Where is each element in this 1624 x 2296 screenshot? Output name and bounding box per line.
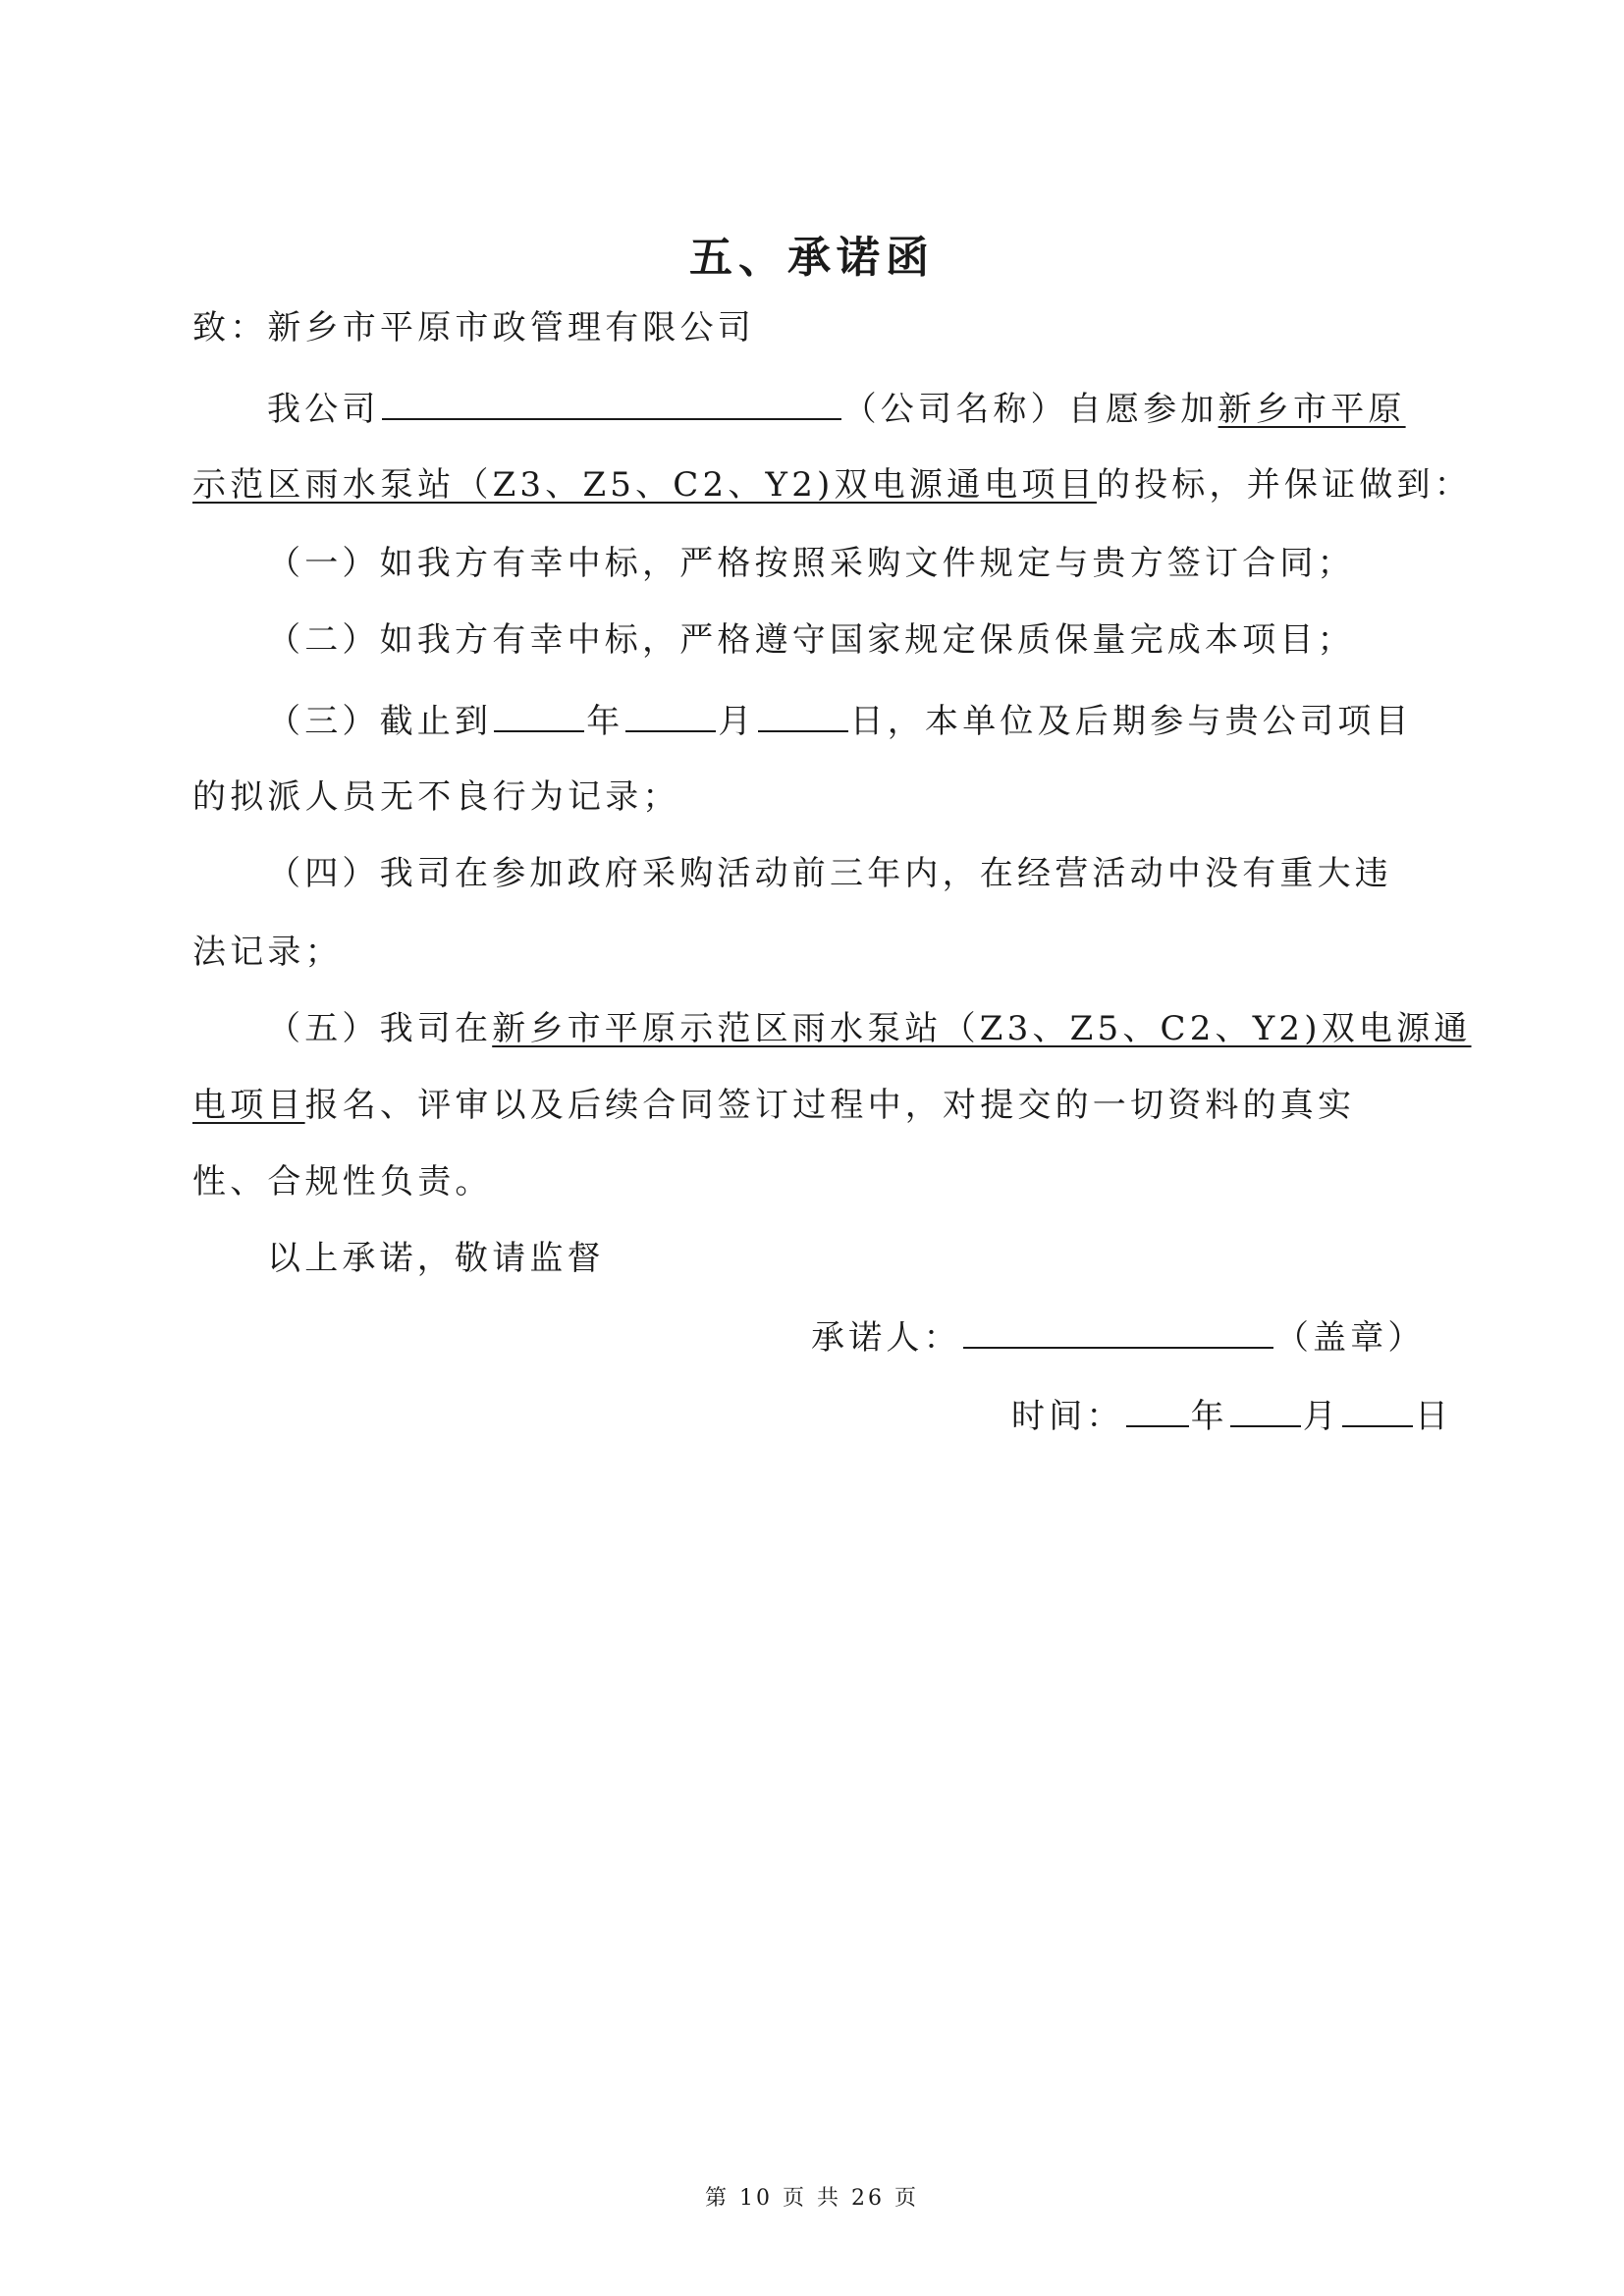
item5-project-part1: 新乡市平原示范区雨水泵站（Z3、Z5、C2、Y2)双电源通 xyxy=(492,1009,1472,1048)
signatory-label: 承诺人： xyxy=(811,1318,961,1358)
date-day-field[interactable] xyxy=(1342,1392,1413,1427)
signature-line xyxy=(811,1313,1426,1360)
addressee: 致：新乡市平原市政管理有限公司 xyxy=(192,308,755,347)
closing-text: 以上承诺，敬请监督 xyxy=(267,1239,605,1278)
date-month-field[interactable] xyxy=(1230,1392,1301,1427)
item3-day-label: 日，本单位及后期参与贵公司项目 xyxy=(849,702,1413,741)
signatory-field[interactable] xyxy=(963,1313,1273,1349)
item-3 xyxy=(267,697,1413,743)
date-line xyxy=(1011,1392,1452,1438)
date-year-field[interactable] xyxy=(1126,1392,1189,1427)
date-year-label: 年 xyxy=(1190,1397,1228,1436)
company-note: （公司名称）自愿参加 xyxy=(842,390,1218,429)
item-5-line-2 xyxy=(192,1084,1355,1127)
item-5-line-3: 性、合规性负责。 xyxy=(192,1162,493,1201)
project-name-part1: 新乡市平原 xyxy=(1218,390,1406,429)
item5-project-part2: 电项目 xyxy=(192,1086,305,1125)
item3-month-label: 月 xyxy=(718,702,756,741)
page-footer: 第 10 页 共 26 页 xyxy=(705,2186,919,2211)
item3-year-label: 年 xyxy=(586,702,624,741)
intro-suffix: 的投标，并保证做到： xyxy=(1096,465,1472,505)
date-day-label: 日 xyxy=(1415,1397,1453,1436)
page-title: 五、承诺函 xyxy=(689,233,935,283)
intro-line-2 xyxy=(192,463,1472,507)
time-label: 时间： xyxy=(1011,1397,1124,1436)
item3-year-field[interactable] xyxy=(494,697,584,732)
item-2: （二）如我方有幸中标，严格遵守国家规定保质保量完成本项目； xyxy=(267,620,1355,660)
company-name-field[interactable] xyxy=(382,385,841,420)
item3-day-field[interactable] xyxy=(758,697,848,732)
item5-rest: 报名、评审以及后续合同签订过程中，对提交的一切资料的真实 xyxy=(304,1086,1356,1125)
project-name-part2: 示范区雨水泵站（Z3、Z5、C2、Y2)双电源通电项目 xyxy=(192,465,1097,505)
item-4-line-1: （四）我司在参加政府采购活动前三年内，在经营活动中没有重大违 xyxy=(267,854,1392,893)
item-3-continued: 的拟派人员无不良行为记录； xyxy=(192,777,680,817)
item-1: （一）如我方有幸中标，严格按照采购文件规定与贵方签订合同； xyxy=(267,544,1355,583)
intro-prefix: 我公司 xyxy=(267,390,380,429)
item3-month-field[interactable] xyxy=(625,697,716,732)
intro-line-1 xyxy=(267,385,1406,431)
item3-prefix: （三）截止到 xyxy=(267,702,493,741)
item5-prefix: （五）我司在 xyxy=(267,1009,493,1048)
seal-note: （盖章） xyxy=(1274,1318,1426,1358)
date-month-label: 月 xyxy=(1302,1397,1341,1436)
item-5-line-1 xyxy=(267,1007,1472,1050)
item-4-line-2: 法记录； xyxy=(192,933,343,972)
